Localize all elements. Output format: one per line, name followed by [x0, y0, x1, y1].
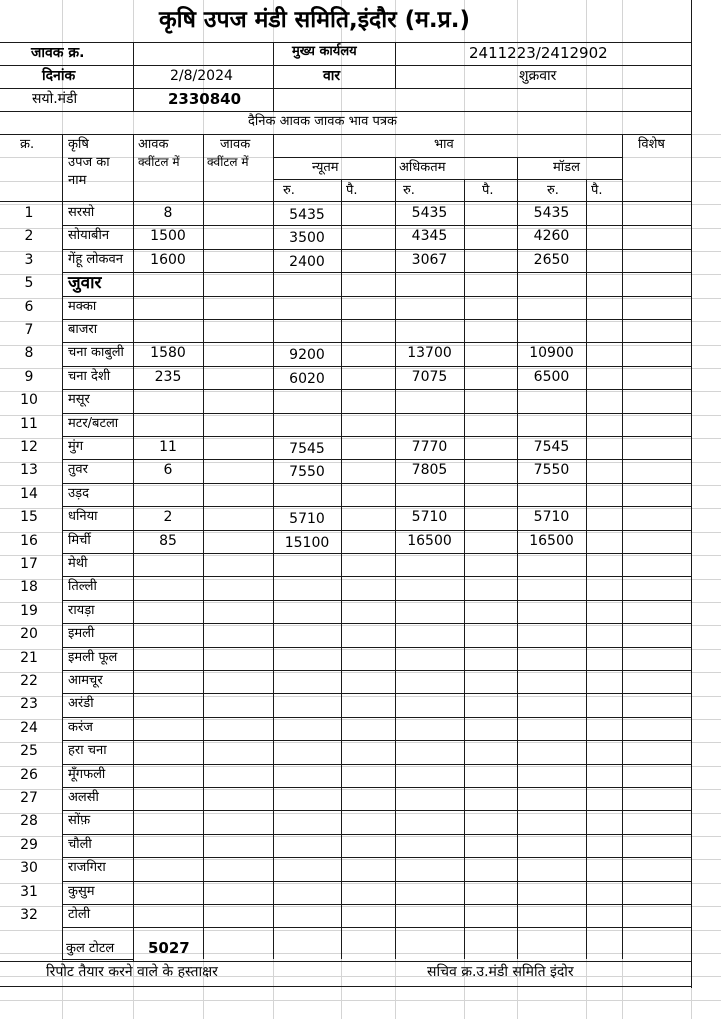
produce-name: रायड़ा	[68, 603, 95, 618]
row-number: 28	[20, 813, 38, 829]
produce-name: सरसो	[68, 205, 95, 220]
min-price: 5710	[289, 511, 325, 527]
min-price: 9200	[289, 347, 325, 363]
gridline-horizontal	[0, 508, 721, 509]
footer-secretary: सचिव क्र.उ.मंडी समिति इंदोर	[427, 964, 574, 980]
border-line	[517, 157, 518, 959]
date-label: दिनांक	[42, 68, 76, 84]
row-number: 11	[20, 416, 38, 432]
border-line	[62, 249, 691, 250]
row-number: 18	[20, 579, 38, 595]
border-line	[273, 88, 274, 111]
produce-name: चना देशी	[68, 369, 111, 384]
min-price: 7550	[289, 464, 325, 480]
min-price: 2400	[289, 254, 325, 270]
header-dispatch-1: जावक	[220, 137, 251, 152]
modal-price: 7550	[533, 462, 570, 478]
gridline-horizontal	[0, 813, 721, 814]
border-line	[62, 834, 691, 835]
produce-name: इमली फूल	[68, 650, 118, 665]
row-number: 3	[24, 252, 34, 268]
gridline-horizontal	[0, 485, 721, 486]
header-price: भाव	[434, 137, 454, 152]
mandi-label: सयो.मंडी	[32, 91, 78, 107]
max-price: 5435	[411, 205, 448, 221]
border-line	[62, 272, 691, 273]
arrival-quantity: 2	[163, 509, 173, 525]
gridline-horizontal	[0, 696, 721, 697]
border-line	[395, 42, 396, 88]
max-price: 13700	[407, 345, 452, 361]
border-line	[0, 42, 692, 43]
row-number: 14	[20, 486, 38, 502]
produce-name: मूँगफली	[68, 767, 106, 782]
header-sno: क्र.	[20, 137, 35, 152]
modal-price: 4260	[533, 228, 570, 244]
row-number: 30	[20, 860, 38, 876]
border-line	[62, 576, 691, 577]
row-number: 13	[20, 462, 38, 478]
border-line	[273, 157, 622, 158]
produce-name: मटर/बटला	[68, 416, 119, 431]
gridline-horizontal	[0, 438, 721, 439]
min-price: 7545	[289, 441, 325, 457]
modal-price: 10900	[529, 345, 574, 361]
row-number: 29	[20, 837, 38, 853]
arrival-quantity: 85	[159, 533, 177, 549]
produce-name: कुसुम	[68, 884, 95, 899]
row-number: 12	[20, 439, 38, 455]
row-number: 5	[24, 275, 34, 291]
border-line	[133, 42, 134, 111]
produce-name: तिल्ली	[68, 579, 97, 594]
report-title: दैनिक आवक जावक भाव पत्रक	[248, 114, 397, 129]
arrival-quantity: 8	[163, 205, 173, 221]
modal-price: 2650	[533, 252, 570, 268]
row-number: 26	[20, 767, 38, 783]
header-min: न्यूतम	[312, 160, 339, 175]
header-min-paise: पै.	[346, 183, 358, 198]
border-line	[62, 927, 691, 928]
border-line	[62, 413, 691, 414]
gridline-horizontal	[0, 181, 721, 182]
row-number: 21	[20, 650, 38, 666]
border-line	[622, 134, 623, 959]
header-min-rs: रु.	[283, 183, 295, 198]
border-line	[62, 319, 691, 320]
header-dispatch-2: क्वींटल में	[207, 155, 249, 169]
border-line	[62, 959, 134, 960]
produce-name: उड़द	[68, 486, 89, 501]
arrival-quantity: 235	[154, 369, 182, 385]
row-number: 32	[20, 907, 38, 923]
border-line	[62, 225, 691, 226]
produce-name: इमली	[68, 626, 95, 641]
border-line	[62, 740, 691, 741]
header-remarks: विशेष	[638, 137, 665, 152]
row-number: 2	[24, 228, 34, 244]
gridline-horizontal	[0, 719, 721, 720]
produce-name: गेंहू लोकवन	[68, 252, 123, 267]
border-line	[62, 764, 691, 765]
produce-name: सोंफ़	[68, 813, 91, 828]
min-price: 6020	[289, 371, 325, 387]
row-number: 6	[24, 299, 34, 315]
produce-name: अलसी	[68, 790, 99, 805]
row-number: 17	[20, 556, 38, 572]
row-number: 9	[24, 369, 34, 385]
produce-name: तुवर	[68, 462, 88, 477]
modal-price: 5435	[533, 205, 570, 221]
row-number: 1	[24, 205, 34, 221]
arrival-quantity: 1580	[150, 345, 186, 361]
arrival-quantity: 6	[163, 462, 173, 478]
row-number: 24	[20, 720, 38, 736]
max-price: 7805	[411, 462, 448, 478]
gridline-horizontal	[0, 1000, 721, 1001]
header-arrival-2: क्वींटल में	[138, 155, 180, 169]
max-price: 7075	[411, 369, 448, 385]
border-line	[62, 506, 691, 507]
gridline-horizontal	[0, 321, 721, 322]
border-line	[62, 553, 691, 554]
row-number: 25	[20, 743, 38, 759]
gridline-horizontal	[0, 462, 721, 463]
modal-price: 7545	[533, 439, 570, 455]
border-line	[0, 134, 692, 135]
border-line	[62, 810, 691, 811]
max-price: 7770	[411, 439, 448, 455]
modal-price: 16500	[529, 533, 574, 549]
border-line	[0, 88, 692, 89]
header-modal-paise: पै.	[591, 183, 603, 198]
border-line	[62, 530, 691, 531]
gridline-horizontal	[0, 532, 721, 533]
arrival-quantity: 1600	[150, 252, 186, 268]
gridline-horizontal	[0, 391, 721, 392]
border-line	[203, 134, 204, 959]
border-line	[273, 42, 274, 88]
arrival-quantity: 11	[159, 439, 177, 455]
max-price: 3067	[411, 252, 448, 268]
border-line	[62, 647, 691, 648]
produce-name: राजगिरा	[68, 860, 106, 875]
gridline-horizontal	[0, 859, 721, 860]
max-price: 4345	[411, 228, 448, 244]
border-line	[0, 111, 692, 112]
min-price: 15100	[284, 535, 330, 551]
header-max-paise: पै.	[482, 183, 494, 198]
border-line	[62, 389, 691, 390]
border-line	[273, 179, 622, 180]
page-title: कृषि उपज मंडी समिति,इंदौर (म.प्र.)	[159, 7, 470, 33]
max-price: 5710	[411, 509, 448, 525]
border-line	[62, 483, 691, 484]
min-price: 5435	[289, 207, 325, 223]
border-line	[62, 600, 691, 601]
border-line	[62, 459, 691, 460]
gridline-horizontal	[0, 555, 721, 556]
border-line	[62, 787, 691, 788]
produce-name: अरंडी	[68, 696, 94, 711]
office-label: मुख्य कार्यलय	[292, 44, 357, 59]
border-line	[0, 201, 692, 202]
row-number: 31	[20, 884, 38, 900]
javak-label: जावक क्र.	[31, 45, 85, 61]
mandi-code: 2330840	[168, 90, 242, 108]
produce-name: धनिया	[68, 509, 98, 524]
border-line	[62, 134, 63, 959]
produce-name: हरा चना	[68, 743, 107, 758]
produce-name: मक्का	[68, 299, 97, 314]
produce-name: जुवार	[68, 273, 102, 293]
row-number: 8	[24, 345, 34, 361]
header-produce-1: कृषि	[68, 137, 89, 152]
produce-name: चना काबुली	[68, 345, 124, 360]
produce-name: मुंग	[68, 439, 84, 454]
gridline-horizontal	[0, 906, 721, 907]
row-number: 19	[20, 603, 38, 619]
border-line	[62, 296, 691, 297]
row-number: 20	[20, 626, 38, 642]
header-max: अधिकतम	[399, 160, 446, 175]
gridline-horizontal	[0, 742, 721, 743]
gridline-horizontal	[0, 930, 721, 931]
office-phone: 2411223/2412902	[469, 44, 608, 62]
gridline-horizontal	[0, 298, 721, 299]
border-line	[0, 986, 692, 987]
header-modal-rs: रु.	[547, 183, 559, 198]
gridline-horizontal	[0, 836, 721, 837]
row-number: 10	[20, 392, 38, 408]
produce-name: आमचूर	[68, 673, 103, 688]
modal-price: 5710	[533, 509, 570, 525]
border-line	[691, 0, 692, 988]
gridline-horizontal	[0, 274, 721, 275]
gridline-horizontal	[0, 766, 721, 767]
border-line	[133, 937, 134, 961]
day-value: शुक्रवार	[519, 68, 557, 84]
produce-name: करंज	[68, 720, 93, 735]
produce-name: मिर्ची	[68, 533, 91, 548]
row-number: 23	[20, 696, 38, 712]
gridline-horizontal	[0, 672, 721, 673]
total-label: कुल टोटल	[66, 941, 115, 956]
produce-name: मेथी	[68, 556, 88, 571]
row-number: 15	[20, 509, 38, 525]
produce-name: मसूर	[68, 392, 90, 407]
gridline-horizontal	[0, 204, 721, 205]
border-line	[62, 881, 691, 882]
header-produce-2: उपज का	[68, 155, 110, 170]
row-number: 27	[20, 790, 38, 806]
gridline-horizontal	[0, 883, 721, 884]
produce-name: बाजरा	[68, 322, 98, 337]
max-price: 16500	[407, 533, 452, 549]
row-number: 7	[24, 322, 34, 338]
border-line	[62, 857, 691, 858]
gridline-horizontal	[0, 625, 721, 626]
border-line	[62, 623, 691, 624]
header-max-rs: रु.	[403, 183, 415, 198]
row-number: 22	[20, 673, 38, 689]
row-number: 16	[20, 533, 38, 549]
border-line	[62, 366, 691, 367]
gridline-horizontal	[0, 602, 721, 603]
produce-name: चौली	[68, 837, 92, 852]
border-line	[0, 65, 692, 66]
day-label: वार	[323, 68, 341, 84]
header-produce-3: नाम	[68, 173, 87, 188]
gridline-horizontal	[0, 579, 721, 580]
border-line	[62, 670, 691, 671]
modal-price: 6500	[533, 369, 570, 385]
border-line	[62, 693, 691, 694]
date-value: 2/8/2024	[170, 68, 233, 84]
arrival-quantity: 1500	[150, 228, 186, 244]
produce-name: सोयाबीन	[68, 228, 110, 243]
border-line	[62, 342, 691, 343]
gridline-horizontal	[0, 789, 721, 790]
header-arrival-1: आवक	[138, 137, 169, 152]
produce-name: टोली	[68, 907, 91, 922]
footer-preparer-signature: रिपोट तैयार करने वाले के हस्ताक्षर	[46, 964, 218, 980]
border-line	[62, 436, 691, 437]
border-line	[62, 717, 691, 718]
header-modal: मॉडल	[553, 160, 580, 175]
border-line	[62, 904, 691, 905]
min-price: 3500	[289, 230, 325, 246]
border-line	[0, 961, 692, 962]
border-line	[395, 157, 396, 959]
total-value: 5027	[148, 939, 190, 957]
